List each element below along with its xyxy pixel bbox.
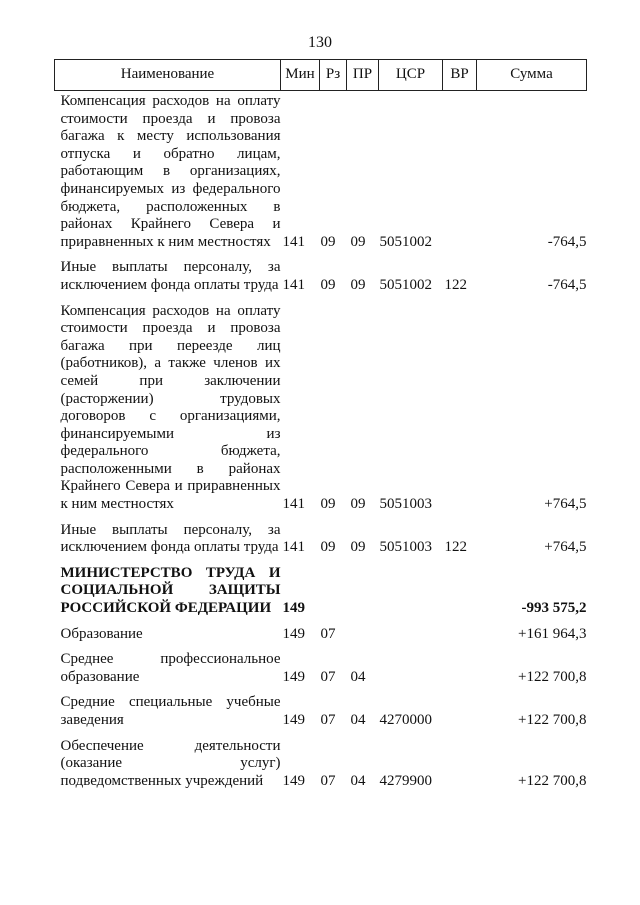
row-sum: -764,5 bbox=[547, 276, 587, 293]
table-row bbox=[55, 651, 587, 694]
row-sum: +122 700,8 bbox=[518, 668, 587, 685]
row-name: Образование bbox=[60, 625, 143, 642]
row-name: Средние специальные учебные заведения bbox=[60, 694, 281, 728]
row-name: МИНИСТЕРСТВО ТРУДА И СОЦИАЛЬНОЙ ЗАЩИТЫ РОССИЙСКОЙ ФЕДЕРАЦИИ bbox=[60, 564, 281, 617]
row-rz-code: 07 bbox=[320, 625, 336, 642]
row-rz-code: 09 bbox=[320, 233, 336, 250]
row-min-code: 149 bbox=[282, 600, 305, 617]
row-pr-code: 04 bbox=[350, 712, 366, 728]
row-vr-code bbox=[443, 91, 477, 260]
table-row bbox=[55, 522, 587, 565]
row-pr-code: 09 bbox=[350, 539, 366, 556]
row-csr-code: 5051002 bbox=[379, 276, 432, 293]
row-min-code: 141 bbox=[282, 233, 305, 250]
row-min-code: 149 bbox=[282, 772, 305, 789]
row-min-code: 149 bbox=[282, 712, 305, 728]
header-name: Наименование bbox=[55, 60, 281, 91]
row-csr-code: 4279900 bbox=[379, 772, 432, 789]
row-pr-code: 04 bbox=[350, 668, 366, 685]
header-csr: ЦСР bbox=[379, 60, 443, 91]
row-csr-code bbox=[379, 651, 443, 694]
table-row bbox=[55, 303, 587, 522]
row-min-code: 149 bbox=[282, 625, 305, 642]
row-pr-code: 04 bbox=[350, 772, 366, 789]
row-name: Среднее профессиональное образование bbox=[60, 651, 281, 685]
row-name: Иные выплаты персоналу, за исключением фонда оплаты труда bbox=[60, 259, 281, 293]
table-header-row bbox=[55, 60, 587, 91]
row-name: Обеспечение деятельности (оказание услуг) подведомственных учреждений bbox=[60, 737, 281, 789]
row-rz-code: 07 bbox=[320, 772, 336, 789]
row-vr-code: 122 bbox=[444, 276, 467, 293]
row-csr-code: 5051002 bbox=[379, 233, 432, 250]
row-csr-code: 4270000 bbox=[379, 712, 432, 728]
row-sum: +764,5 bbox=[544, 539, 587, 556]
table-row bbox=[55, 626, 587, 652]
row-rz-code: 09 bbox=[320, 276, 336, 293]
row-min-code: 141 bbox=[282, 276, 305, 293]
table-row bbox=[55, 694, 587, 737]
row-pr-code: 09 bbox=[350, 276, 366, 293]
row-min-code: 141 bbox=[282, 496, 305, 513]
row-rz-code: 07 bbox=[320, 668, 336, 685]
row-pr-code: 09 bbox=[350, 233, 366, 250]
header-vr: ВР bbox=[443, 60, 477, 91]
header-min: Мин bbox=[281, 60, 320, 91]
row-sum: +122 700,8 bbox=[518, 772, 587, 789]
row-min-code: 141 bbox=[282, 539, 305, 556]
row-name: Компенсация расходов на оплату стоимости проезда и провоза багажа к месту использования отпуска и обратно лицам, работающим в организациях, финансируемых из федерального бюджета, расположенных в районах Крайнего Севера и приравненных к ним местностях bbox=[60, 93, 281, 250]
row-name: Иные выплаты персоналу, за исключением фонда оплаты труда bbox=[60, 521, 281, 556]
row-vr-code bbox=[443, 303, 477, 522]
row-sum: +161 964,3 bbox=[518, 625, 587, 642]
page-number: 130 bbox=[308, 34, 332, 51]
row-csr-code: 5051003 bbox=[379, 496, 432, 513]
row-vr-code bbox=[443, 626, 477, 652]
row-rz-code: 07 bbox=[320, 712, 336, 728]
table-row bbox=[55, 259, 587, 302]
row-rz-code: 09 bbox=[320, 539, 336, 556]
row-sum: -993 575,2 bbox=[521, 600, 587, 617]
row-sum: +764,5 bbox=[544, 496, 587, 513]
table-row bbox=[55, 738, 587, 799]
budget-table bbox=[54, 59, 587, 798]
row-csr-code bbox=[379, 565, 443, 626]
table-row bbox=[55, 565, 587, 626]
row-pr-code bbox=[347, 565, 379, 626]
row-sum: +122 700,8 bbox=[518, 712, 587, 728]
row-pr-code bbox=[347, 626, 379, 652]
row-sum: -764,5 bbox=[547, 233, 587, 250]
row-vr-code bbox=[443, 565, 477, 626]
row-min-code: 149 bbox=[282, 668, 305, 685]
row-pr-code: 09 bbox=[350, 496, 366, 513]
row-vr-code bbox=[443, 694, 477, 737]
header-sum: Сумма bbox=[477, 60, 587, 91]
row-rz-code: 09 bbox=[320, 496, 336, 513]
header-pr: ПР bbox=[347, 60, 379, 91]
header-rz: Рз bbox=[320, 60, 347, 91]
row-rz-code bbox=[320, 565, 347, 626]
table-row bbox=[55, 91, 587, 260]
row-vr-code: 122 bbox=[444, 539, 467, 556]
row-vr-code bbox=[443, 738, 477, 799]
row-csr-code bbox=[379, 626, 443, 652]
row-vr-code bbox=[443, 651, 477, 694]
row-csr-code: 5051003 bbox=[379, 539, 432, 556]
row-name: Компенсация расходов на оплату стоимости проезда и провоза багажа при переезде лиц (работников), а также членов их семей при заключении (расторжении) трудовых договоров с организациями, финансируемыми из федерального бюджета, расположенными в районах Крайнего Севера и приравненных к ним местностях bbox=[60, 302, 281, 513]
